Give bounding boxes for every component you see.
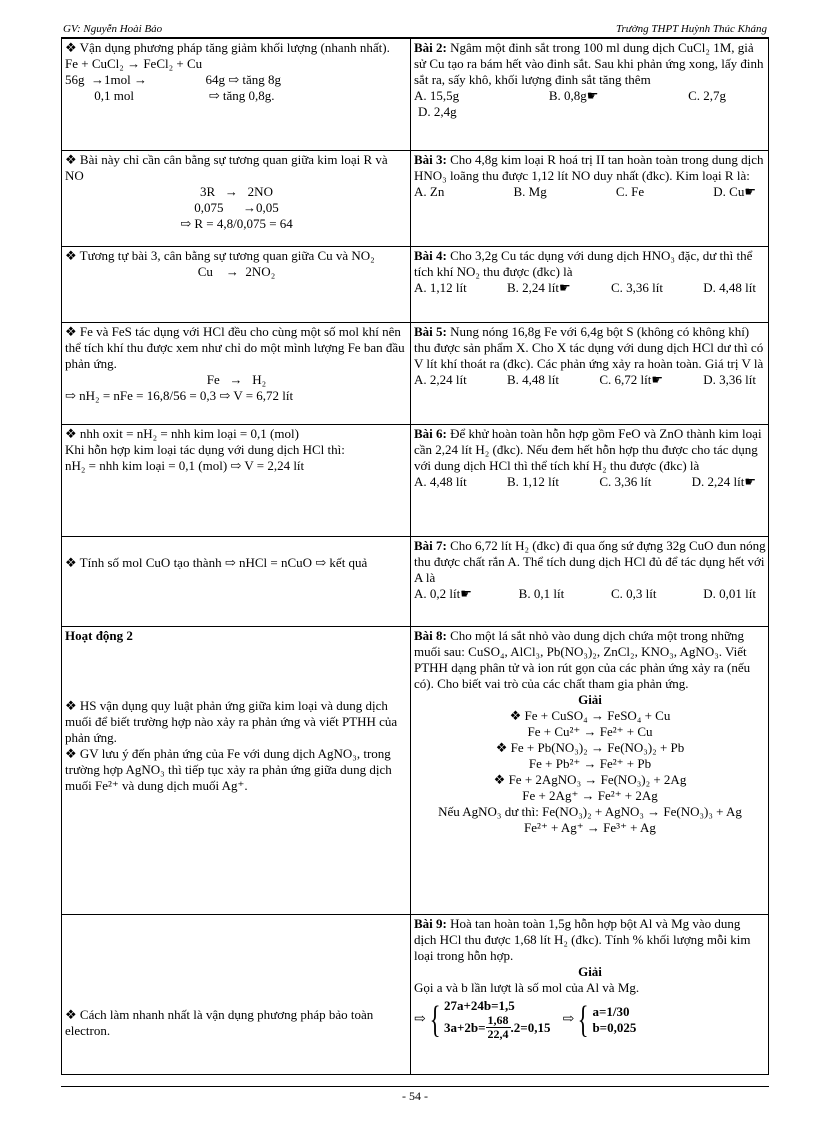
exercise-cell — [411, 39, 769, 151]
option: C. 6,72 lít☛ — [599, 372, 663, 387]
exercise-cell — [411, 915, 769, 1075]
equation: ❖ Fe + CuSO₄ → FeSO₄ + Cu — [509, 708, 671, 723]
method-cell — [62, 151, 411, 247]
table-row — [62, 323, 769, 425]
method-line: Khi hỗn hợp kim loại tác dụng với dung dịch HCl thì: — [65, 442, 345, 457]
solution-intro: Gọi a và b lần lượt là số mol của Al và Mg. — [414, 980, 640, 995]
option: B. 4,48 lít — [507, 372, 560, 387]
implies-icon: ⇨ — [414, 1011, 426, 1027]
method-cell — [62, 247, 411, 323]
method-cell — [62, 425, 411, 537]
solution-title: Giải — [578, 692, 602, 707]
exercise-text: Để khử hoàn toàn hỗn hợp gồm FeO và ZnO thành kim loại cần 2,24 lít H₂ (đkc). Nếu đem hết hỗn hợp thu được cho tác dụng với dung dịch HCl thì thể tích khí H₂ thu được (đkc) là — [414, 426, 762, 473]
answer-options — [414, 586, 766, 602]
exercise-cell — [411, 247, 769, 323]
exercise-label: Bài 9: — [414, 916, 447, 931]
option: A. 2,24 lít — [414, 372, 467, 387]
equation: Fe + Cu²⁺ → Fe²⁺ + Cu — [527, 724, 653, 739]
table-row — [62, 627, 769, 915]
option: D. 2,24 lít☛ — [691, 474, 756, 489]
option: A. 4,48 lít — [414, 474, 467, 489]
method-line: ❖ nhh oxit = nH₂ = nhh kim loại = 0,1 (mol) — [65, 426, 299, 441]
numerator: 1,68 — [487, 1013, 509, 1027]
method-line: ❖ Vận dụng phương pháp tăng giảm khối lượng (nhanh nhất). — [65, 40, 390, 55]
exercise-label: Bài 6: — [414, 426, 447, 441]
exercise-text: Cho 3,2g Cu tác dụng với dung dịch HNO₃ đặc, dư thì thể tích khí NO₂ thu được (đkc) là — [414, 248, 753, 279]
method-line: Cu → 2NO₂ — [197, 264, 276, 279]
option: D. 2,4g — [418, 104, 457, 119]
option: B. 0,8g☛ — [548, 88, 599, 103]
method-line: 56g →1mol → 64g ⇨ tăng 8g — [65, 72, 281, 87]
option: A. 0,2 lít☛ — [414, 586, 472, 601]
exercise-text: Hoà tan hoàn toàn 1,5g hỗn hợp bột Al và Mg vào dung dịch HCl thu được 1,68 lít H₂ (đkc). Tính % khối lượng mỗi kim loại trong hỗn hợp. — [414, 916, 751, 963]
exercise-text: Cho 6,72 lít H₂ (đkc) đi qua ống sứ đựng 32g CuO đun nóng thu được chất rắn A. Thể tích dung dịch HCl đủ để tác dụng hết với A là — [414, 538, 766, 585]
page-number: - 54 - — [61, 1086, 769, 1104]
exercise-cell — [411, 323, 769, 425]
method-line: 0,1 mol ⇨ tăng 0,8g. — [65, 88, 275, 103]
solution-title: Giải — [578, 964, 602, 979]
table-row — [62, 151, 769, 247]
exercise-cell — [411, 627, 769, 915]
equation: ❖ Fe + 2AgNO₃ → Fe(NO₃)₂ + 2Ag — [493, 772, 687, 787]
option: D. 0,01 lít — [703, 586, 756, 601]
method-line: ❖ Tính số mol CuO tạo thành ⇨ nHCl = nCuO ⇨ kết quả — [65, 555, 368, 570]
lesson-table — [61, 38, 769, 1075]
exercise-label: Bài 4: — [414, 248, 447, 263]
method-line: 0,075 →0,05 — [194, 200, 279, 215]
equation: Fe + Pb²⁺ → Fe²⁺ + Pb — [528, 756, 652, 771]
method-line: ❖ Fe và FeS tác dụng với HCl đều cho cùng một số mol khí nên thể tích khí thu được xem như chỉ do một mình lượng Fe ban đầu phản ứng. — [65, 324, 405, 371]
option: C. 2,7g — [688, 88, 726, 103]
table-row — [62, 537, 769, 627]
exercise-label: Bài 5: — [414, 324, 447, 339]
exercise-text: Cho một lá sắt nhỏ vào dung dịch chứa một trong những muối sau: CuSO₄, AlCl₃, Pb(NO₃)₂, ZnCl₂, KNO₃, AgNO₃. Viết PTHH dạng phân tử và ion rút gọn của các phản ứng xảy ra (nếu có). Cho biết vai trò của các chất tham gia phản ứng. — [414, 628, 751, 691]
answer-options — [414, 88, 766, 104]
method-line: ⇨ nH₂ = nFe = 16,8/56 = 0,3 ⇨ V = 6,72 lít — [65, 388, 294, 403]
method-line: ❖ Cách làm nhanh nhất là vận dụng phương pháp bảo toàn electron. — [65, 1007, 374, 1038]
equation: Fe²⁺ + Ag⁺ → Fe³⁺ + Ag — [524, 820, 656, 835]
left-brace-icon: { — [577, 998, 589, 1041]
exercise-label: Bài 7: — [414, 538, 447, 553]
answer-options — [414, 372, 766, 388]
exercise-text: Nung nóng 16,8g Fe với 6,4g bột S (không có không khí) thu được sản phẩm X. Cho X tác dụng với dung dịch HCl dư thì có V lít khí thoát ra (đkc). Các phản ứng xảy ra hoàn toàn. Giá trị V là — [414, 324, 764, 371]
school-name: Trường THPT Huỳnh Thúc Kháng — [615, 23, 767, 35]
method-cell — [62, 323, 411, 425]
answer-options — [414, 280, 766, 296]
equation-system — [414, 998, 766, 1041]
option: B. 2,24 lít☛ — [507, 280, 571, 295]
method-cell — [62, 627, 411, 915]
option: D. 4,48 lít — [703, 280, 756, 295]
option: D. Cu☛ — [713, 184, 756, 199]
method-line: nH₂ = nhh kim loại = 0,1 (mol) ⇨ V = 2,24 lít — [65, 458, 305, 473]
method-line: Fe → H₂ — [206, 372, 267, 387]
fraction — [486, 1014, 511, 1041]
exercise-text: Ngâm một đinh sắt trong 100 ml dung dịch CuCl₂ 1M, giả sử Cu tạo ra bám hết vào đinh sắt. Sau khi phản ứng xong, lấy đinh sắt ra, sấy khô, khối lượng đinh sắt tăng thêm — [414, 40, 764, 87]
answer-options — [414, 474, 766, 490]
method-line: ❖ GV lưu ý đến phản ứng của Fe với dung dịch AgNO₃, trong trường hợp AgNO₃ thì tiếp tục xảy ra phản ứng giữa dung dịch muối Fe²⁺ và dung dịch muối Ag⁺. — [65, 746, 392, 793]
option: B. 0,1 lít — [518, 586, 565, 601]
method-line: ⇨ R = 4,8/0,075 = 64 — [180, 216, 293, 231]
answer-options — [414, 184, 766, 200]
exercise-label: Bài 8: — [414, 628, 447, 643]
table-row — [62, 247, 769, 323]
option: C. Fe — [615, 184, 645, 199]
table-row — [62, 39, 769, 151]
equation: Nếu AgNO₃ dư thì: Fe(NO₃)₂ + AgNO₃ → Fe(NO₃)₃ + Ag — [438, 804, 742, 819]
implies-icon: ⇨ — [562, 1011, 575, 1027]
exercise-label: Bài 2: — [414, 40, 447, 55]
exercise-cell — [411, 151, 769, 247]
method-line: Fe + CuCl₂ → FeCl₂ + Cu — [65, 56, 203, 71]
method-cell — [62, 537, 411, 627]
method-line: 3R → 2NO — [200, 184, 273, 199]
denominator: 22,4 — [487, 1027, 509, 1041]
option: D. 3,36 lít — [703, 372, 756, 387]
option: A. Zn — [414, 184, 445, 199]
option: B. 1,12 lít — [507, 474, 560, 489]
option: C. 3,36 lít — [610, 280, 663, 295]
option: C. 3,36 lít — [599, 474, 652, 489]
system-equation-2-tail: .2=0,15 — [510, 1019, 551, 1035]
result-a: a=1/30 — [592, 1003, 630, 1019]
result-b: b=0,025 — [592, 1019, 637, 1035]
system-equation-2: 3a+2b= — [443, 1019, 486, 1035]
teacher-name: GV: Nguyễn Hoài Bảo — [63, 23, 163, 35]
table-row — [62, 425, 769, 537]
exercise-cell — [411, 425, 769, 537]
equation: Fe + 2Ag⁺ → Fe²⁺ + 2Ag — [522, 788, 658, 803]
equation: ❖ Fe + Pb(NO₃)₂ → Fe(NO₃)₂ + Pb — [495, 740, 685, 755]
method-cell — [62, 39, 411, 151]
table-row — [62, 915, 769, 1075]
activity-title: Hoạt động 2 — [65, 628, 133, 643]
method-line: ❖ HS vận dụng quy luật phản ứng giữa kim loại và dung dịch muối để biết trường hợp nào xảy ra phản ứng và viết PTHH của phản ứng. — [65, 698, 398, 745]
exercise-label: Bài 3: — [414, 152, 447, 167]
method-line: ❖ Tương tự bài 3, cân bằng sự tương quan giữa Cu và NO₂ — [65, 248, 375, 263]
page-header — [61, 25, 769, 38]
left-brace-icon: { — [429, 998, 441, 1041]
method-cell — [62, 915, 411, 1075]
option: B. Mg — [513, 184, 547, 199]
exercise-text: Cho 4,8g kim loại R hoá trị II tan hoàn toàn trong dung dịch HNO₃ loãng thu được 1,12 lít NO duy nhất (đkc). Kim loại R là: — [414, 152, 764, 183]
exercise-cell — [411, 537, 769, 627]
system-equation-1: 27a+24b=1,5 — [443, 998, 515, 1013]
method-line: ❖ Bài này chỉ cần cân bằng sự tương quan giữa kim loại R và NO — [65, 152, 388, 183]
option: C. 0,3 lít — [610, 586, 657, 601]
option: A. 15,5g — [414, 88, 460, 103]
option: A. 1,12 lít — [414, 280, 467, 295]
